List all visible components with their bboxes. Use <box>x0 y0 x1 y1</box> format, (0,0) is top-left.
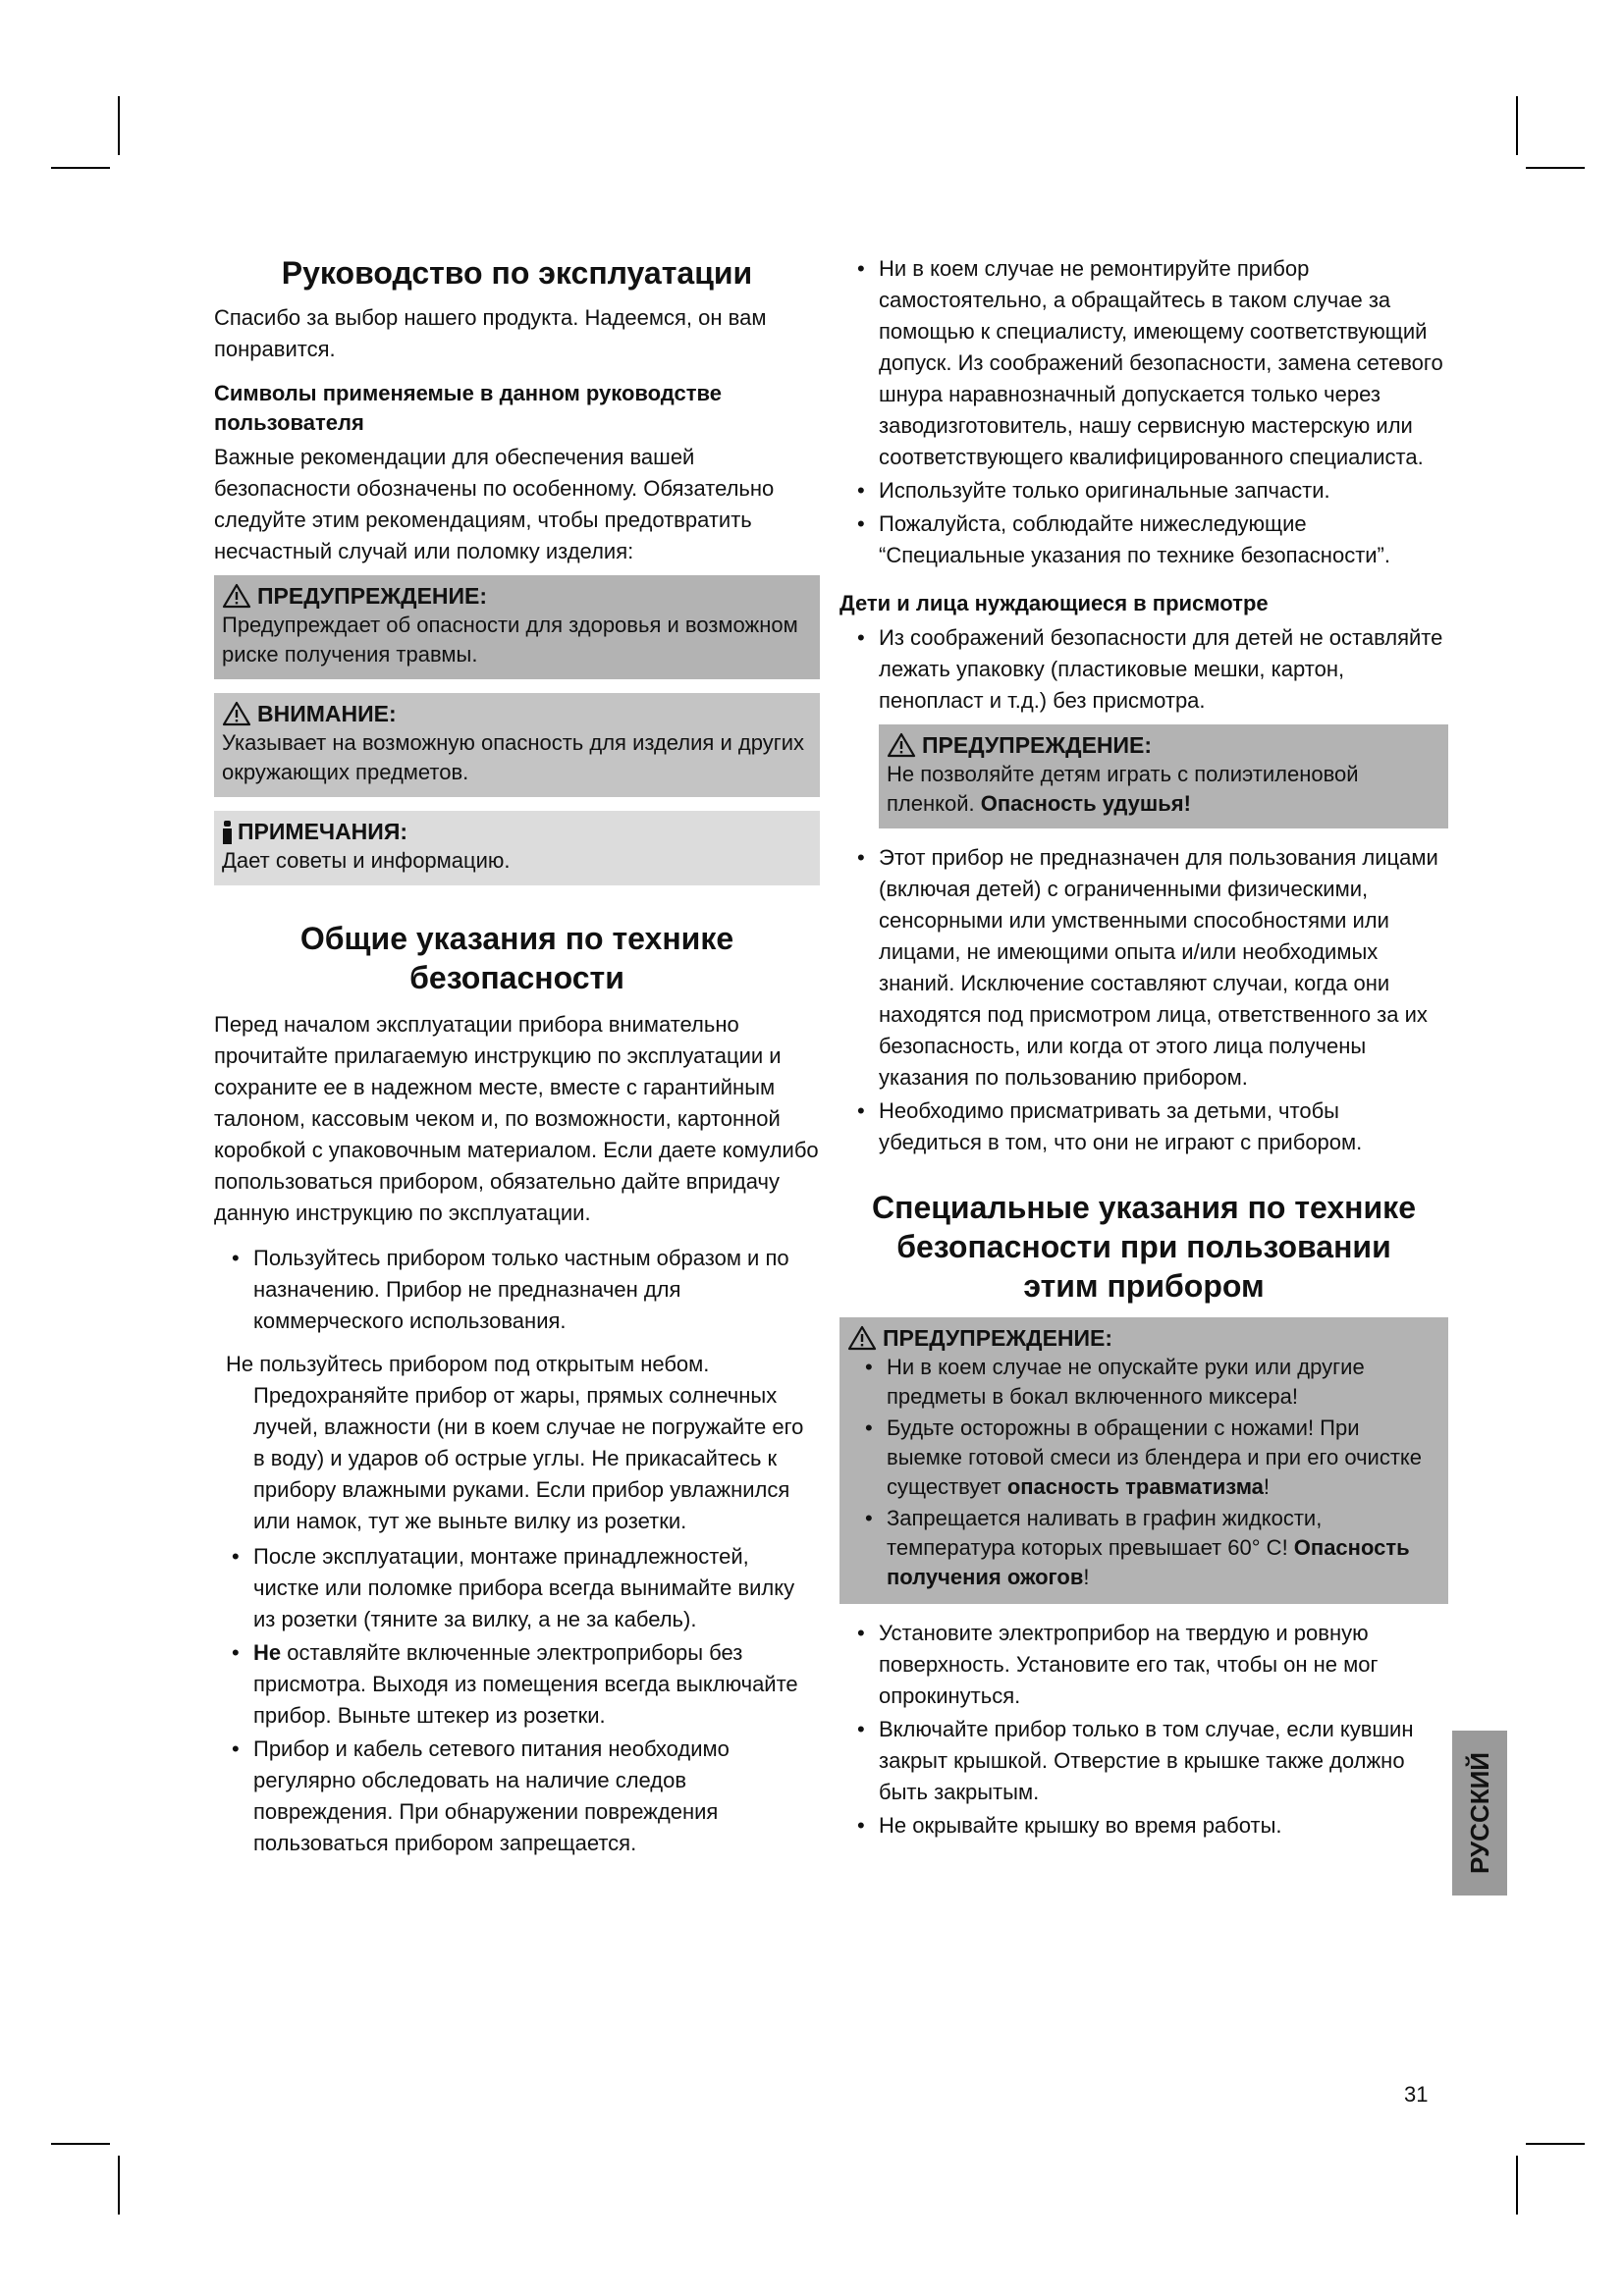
special-warning-box <box>839 1317 1448 1604</box>
note-box-title: ПРИМЕЧАНИЯ: <box>238 819 408 844</box>
children-warning-box <box>879 724 1448 828</box>
warning-triangle-icon <box>847 1325 877 1351</box>
list-item: • Не оставляйте включенные электроприборы без присмотра. Выходя из помещения всегда выключайте прибор. Выньте штекер из розетки. <box>232 1640 798 1728</box>
children-warning-title: ПРЕДУПРЕЖДЕНИЕ: <box>922 732 1153 758</box>
list-item: • Из соображений безопасности для детей не оставляйте лежать упаковку (пластиковые мешки, картон, пенопласт и т.д.) без присмотра. <box>857 625 1443 713</box>
crop-mark <box>1516 96 1518 155</box>
list-item: • Прибор и кабель сетевого питания необходимо регулярно обследовать на наличие следов повреждения. При обнаружении повреждения пользоваться прибором запрещается. <box>232 1736 730 1855</box>
warning-triangle-icon <box>222 583 251 609</box>
intro-text: Спасибо за выбор нашего продукта. Надеемся, он вам понравится. <box>214 305 767 361</box>
warning-box <box>214 575 820 679</box>
list-item: • Используйте только оригинальные запчасти. <box>857 478 1330 503</box>
warning-triangle-icon <box>887 732 916 758</box>
language-label: РУССКИЙ <box>1465 1752 1495 1874</box>
warning-box-title: ПРЕДУПРЕЖДЕНИЕ: <box>257 583 488 609</box>
note-box-text: Дает советы и информацию. <box>222 848 511 873</box>
list-item: • Пользуйтесь прибором только частным образом и по назначению. Прибор не предназначен для коммерческого использования. <box>232 1246 789 1333</box>
special-warning-title: ПРЕДУПРЕЖДЕНИЕ: <box>883 1325 1113 1351</box>
symbols-heading: Символы применяемые в данном руководстве пользователя <box>214 381 722 435</box>
children-warning-emphasis: Опасность удушья! <box>980 791 1191 816</box>
children-heading: Дети и лица нуждающиеся в присмотре <box>839 591 1269 615</box>
list-item: • После эксплуатации, монтаже принадлежностей, чистке или поломке прибора всегда вынимайте вилку из розетки (тяните за вилку, а не за кабель). <box>232 1544 795 1631</box>
special-safety-list <box>839 1618 1448 1842</box>
crop-mark <box>118 96 120 155</box>
list-item: • Будьте осторожны в обращении с ножами! При выемке готовой смеси из блендера и при его очистке существует опасность травматизма! <box>865 1415 1423 1499</box>
special-safety-heading: Специальные указания по технике безопасности при пользовании этим прибором <box>872 1190 1416 1304</box>
list-item: • Ни в коем случае не опускайте руки или другие предметы в бокал включенного миксера! <box>865 1355 1365 1409</box>
right-list-top <box>839 253 1448 571</box>
crop-mark <box>51 167 110 169</box>
crop-mark <box>1526 167 1585 169</box>
list-item: Не пользуйтесь прибором под открытым небом. Предохраняйте прибор от жары, прямых солнечных лучей, влажности (ни в коем случае не погружайте его в воду) и ударов об острые углы. Не прикасайтесь к прибору влажными руками. Если прибор увлажнился или намок, тут же выньте вилку из розетки. <box>226 1352 804 1533</box>
list-item: • Запрещается наливать в графин жидкости, температура которых превышает 60° C! Опасность получения ожогов! <box>865 1506 1410 1589</box>
list-item: • Установите электроприбор на твердую и ровную поверхность. Установите его так, чтобы он не мог опрокинуться. <box>857 1621 1379 1708</box>
caution-box <box>214 693 820 797</box>
left-column <box>214 253 820 1871</box>
list-item: • Ни в коем случае не ремонтируйте прибор самостоятельно, а обращайтесь в таком случае за помощью к специалисту, имеющему соответствующий допуск. Из соображений безопасности, замена сетевого шнура наравнозначный допускается только через заводизготовитель, нашу сервисную мастерскую или соответствующего квалифицированного специалиста. <box>857 256 1443 469</box>
list-item: • Не окрывайте крышку во время работы. <box>857 1813 1282 1838</box>
symbols-text: Важные рекомендации для обеспечения вашей безопасности обозначены по особенному. Обязательно следуйте этим рекомендациям, чтобы предотвратить несчастный случай или поломку изделия: <box>214 445 775 563</box>
crop-mark <box>1516 2156 1518 2215</box>
general-safety-heading: Общие указания по технике безопасности <box>299 921 734 995</box>
info-icon <box>222 819 232 844</box>
crop-mark <box>51 2143 110 2145</box>
list-item: • Включайте прибор только в том случае, если кувшин закрыт крышкой. Отверстие в крышке также должно быть закрытым. <box>857 1717 1414 1804</box>
children-warning-text: Не позволяйте детям играть с полиэтиленовой пленкой. <box>887 762 1359 816</box>
general-safety-text: Перед началом эксплуатации прибора внимательно прочитайте прилагаемую инструкцию по эксплуатации и сохраните ее в надежном месте, вместе с гарантийным талоном, кассовым чеком и, по возможности, картонной коробкой с упаковочным материалом. Если даете комулибо попользоваться прибором, обязательно дайте впридачу данную инструкцию по эксплуатации. <box>214 1012 819 1225</box>
note-box <box>214 811 820 885</box>
language-side-tab <box>1452 1731 1507 1896</box>
list-item: • Пожалуйста, соблюдайте нижеследующие “Специальные указания по технике безопасности”. <box>857 511 1390 567</box>
general-safety-list <box>214 1243 820 1337</box>
right-column <box>839 253 1448 1853</box>
crop-mark <box>118 2156 120 2215</box>
list-item: • Необходимо присматривать за детьми, чтобы убедиться в том, что они не играют с прибором. <box>857 1098 1363 1154</box>
caution-box-text: Указывает на возможную опасность для изделия и других окружающих предметов. <box>222 730 805 784</box>
crop-mark <box>1526 2143 1585 2145</box>
page-title: Руководство по эксплуатации <box>281 255 753 291</box>
caution-box-title: ВНИМАНИЕ: <box>257 701 397 726</box>
list-item: • Этот прибор не предназначен для пользования лицами (включая детей) с ограниченными физическими, сенсорными или умственными способностями или лицами, не имеющими опыта и/или необходимых знаний. Исключение составляют случаи, когда они находятся под присмотром лица, ответственного за их безопасность, или когда от этого лица получены указания по пользованию прибором. <box>857 845 1438 1090</box>
warning-triangle-icon <box>222 701 251 726</box>
page-number: 31 <box>1404 2082 1429 2107</box>
warning-box-text: Предупреждает об опасности для здоровья и возможном риске получения травмы. <box>222 613 798 667</box>
